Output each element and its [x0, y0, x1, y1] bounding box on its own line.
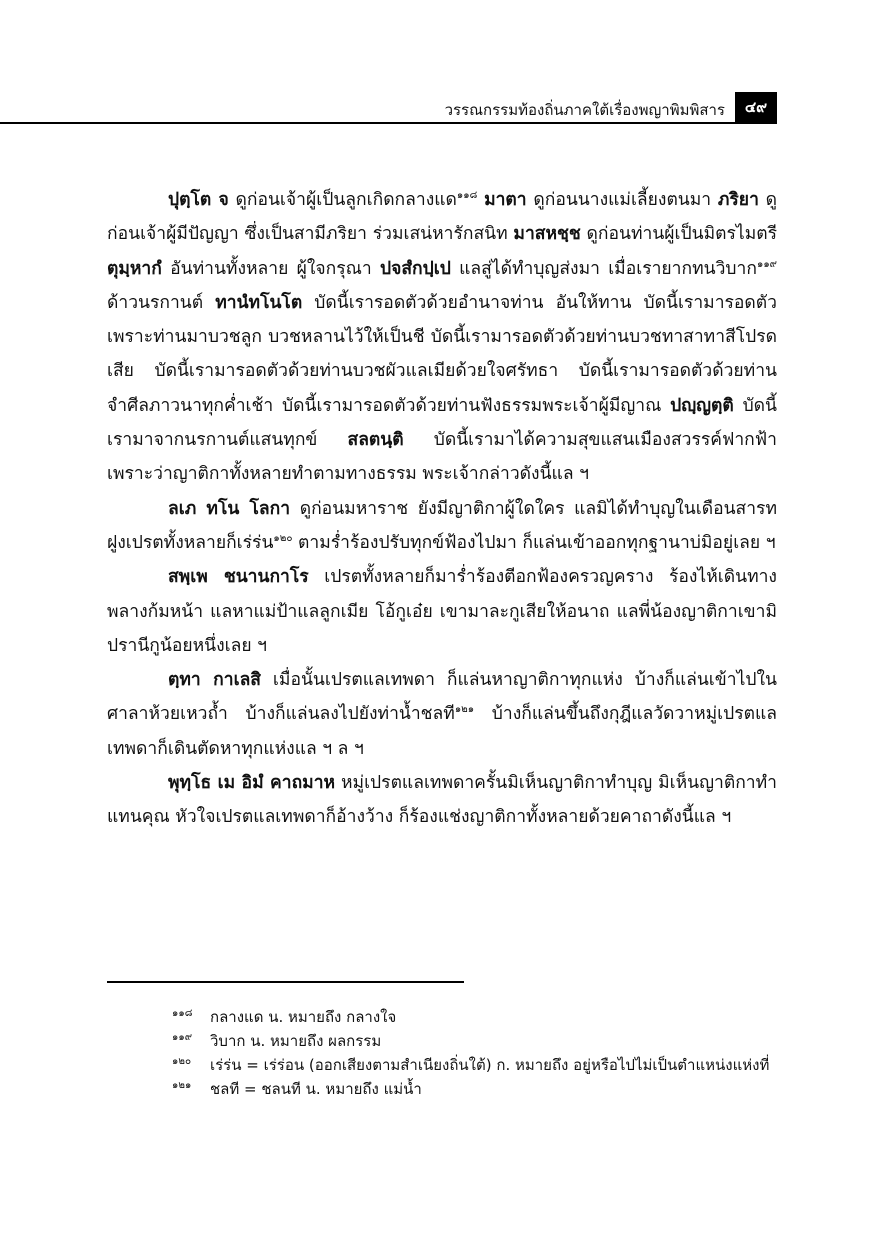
pali-term: ภริยา — [717, 190, 759, 210]
pali-term: ปุตฺโต จ — [168, 190, 229, 210]
footnote-text: เร่ร่น = เร่ร่อน (ออกเสียงตามสำเนียงถิ่นใต้) ก. หมายถึง อยู่หรือไปไม่เป็นตำแหน่งแห่งที่ — [210, 1056, 770, 1074]
text-run: เปรตทั้งหลายก็มาร่ำร้องตีอกฟ้องครวญคราง ร้องไห้เดินทางพลางก้มหน้า แลหาแม่ป้าแลลูกเมีย โอ้กูเอ๋ย เขามาละกูเสียให้อนาถ แลพี่น้องญาติกาเขามิปรานีกูน้อยหนึ่งเลย ฯ — [107, 567, 777, 656]
body-text — [107, 183, 777, 835]
pali-term: ตุมฺหากํ — [107, 258, 162, 279]
text-run: บ้างก็แล่นขึ้นถึงกุฎีแลวัดวาหมู่เปรตแลเทพดาก็เดินตัดหาทุกแห่งแล ฯ ล ฯ — [107, 704, 777, 759]
footnote — [172, 1030, 777, 1052]
footnote-ref: ๑๑๘ — [456, 190, 478, 202]
pali-term: ปจสํกปฺเป — [380, 258, 451, 279]
footnote-ref: ๑๑๙ — [756, 258, 777, 270]
footnote-ref: ๑๒๑ — [454, 704, 475, 716]
footnote-number: ๑๒๐ — [172, 1056, 192, 1067]
footnote-text: กลางแด น. หมายถึง กลางใจ — [210, 1008, 397, 1026]
pali-term: มาสหชฺช — [513, 224, 581, 245]
footnotes — [172, 1006, 777, 1102]
pali-term: ปญฺญตฺติ — [670, 395, 734, 416]
paragraph — [107, 766, 777, 835]
paragraph — [107, 560, 777, 663]
footnote — [172, 1006, 777, 1028]
footnote-ref: ๑๒๐ — [273, 533, 293, 545]
pali-term: พุทฺโธ เม อิมํ คาถมาห — [168, 773, 336, 794]
footnote — [172, 1054, 777, 1076]
paragraph — [107, 492, 777, 561]
text-run: ตามร่ำร้องปรับทุกข์ฟ้องไปมา ก็แล่นเข้าออกทุกฐานาบ่มิอยู่เลย ฯ — [292, 532, 776, 553]
pali-term: ทานํทโนโต — [215, 292, 303, 313]
text-run: เมื่อนั้นเปรตแลเทพดา ก็แล่นหาญาติกาทุกแห่ง บ้างก็แล่นเข้าไปในศาลาห้วยเหวถ้ำ บ้างก็แล่นลงไปยังท่าน้ำชลที — [107, 670, 777, 725]
pali-term: มาตา — [484, 190, 527, 210]
page-header — [0, 92, 777, 124]
text-run: ดูก่อนเจ้าผู้มีปัญญา ซึ่งเป็นสามีภริยา ร่วมเสน่หารักสนิท — [107, 190, 777, 245]
running-title: วรรณกรรมท้องถิ่นภาคใต้เรื่องพญาพิมพิสาร — [444, 101, 725, 119]
paragraph — [107, 663, 777, 766]
text-run: อันท่านทั้งหลาย ผู้ใจกรุณา — [161, 258, 380, 279]
footnote-text: วิบาก น. หมายถึง ผลกรรม — [210, 1032, 382, 1050]
pali-term: ลเภ ทโน โลกา — [168, 498, 291, 519]
footnote — [172, 1078, 777, 1100]
footnote-divider — [107, 981, 464, 983]
paragraph — [107, 183, 777, 492]
pali-term: ตฺทา กาเลสิ — [168, 670, 261, 691]
text-run: บัดนี้เรามาได้ความสุขแสนเมืองสวรรค์ฟากฟ้า เพราะว่าญาติกาทั้งหลายทำตามทางธรรม พระเจ้ากล่าวดังนี้แล ฯ — [107, 430, 777, 485]
footnote-text: ชลที = ชลนที น. หมายถึง แม่น้ำ — [210, 1080, 422, 1098]
footnote-number: ๑๑๘ — [172, 1008, 193, 1019]
text-run: ด้าวนรกานต์ — [107, 292, 216, 313]
pali-term: สลตนฺติ — [347, 430, 404, 451]
footnote-number: ๑๑๙ — [172, 1032, 193, 1043]
text-run: บัดนี้เรารอดตัวด้วยอำนาจท่าน อันให้ทาน บัดนี้เรามารอดตัวเพราะท่านมาบวชลูก บวชหลานไว้ให้เป็นชี บัดนี้เรามารอดตัวด้วยท่านบวชทาสาทาสีโปรดเสีย บัดนี้เรามารอดตัวด้วยท่านบวชผัวแลเมียด้วยใจศรัทธา บัดนี้เรามารอดตัวด้วยท่านจำศีลภาวนาทุกค่ำเช้า บัดนี้เรามารอดตัวด้วยท่านฟังธรรมพระเจ้าผู้มีญาณ — [107, 292, 777, 416]
text-run: ดูก่อนมหาราช ยังมีญาติกาผู้ใดใคร แลมิได้ทำบุญในเดือนสารท ฝูงเปรตทั้งหลายก็เร่ร่น — [107, 498, 777, 553]
footnote-number: ๑๒๑ — [172, 1080, 192, 1091]
pali-term: สพฺเพ ชนานกาโร — [168, 567, 309, 588]
text-run: ดูก่อนเจ้าผู้เป็นลูกเกิดกลางแด — [228, 190, 457, 210]
page-number: ๔๙ — [735, 92, 777, 122]
text-run: ดูก่อนนางแม่เลี้ยงตนมา — [526, 190, 718, 210]
text-run: ดูก่อนท่านผู้เป็นมิตรไมตรี — [580, 224, 777, 245]
text-run: หมู่เปรตแลเทพดาครั้นมิเห็นญาติกาทำบุญ มิเห็นญาติกาทำแทนคุณ หัวใจเปรตแลเทพดาก็อ้างว้าง ก็ร้องแช่งญาติกาทั้งหลายด้วยคาถาดังนี้แล ฯ — [107, 773, 777, 828]
text-run: แลสู่ได้ทำบุญส่งมา เมื่อเรายากทนวิบาก — [450, 258, 757, 279]
text-run: บัดนี้เรามาจากนรกานต์แสนทุกข์ — [107, 395, 777, 451]
